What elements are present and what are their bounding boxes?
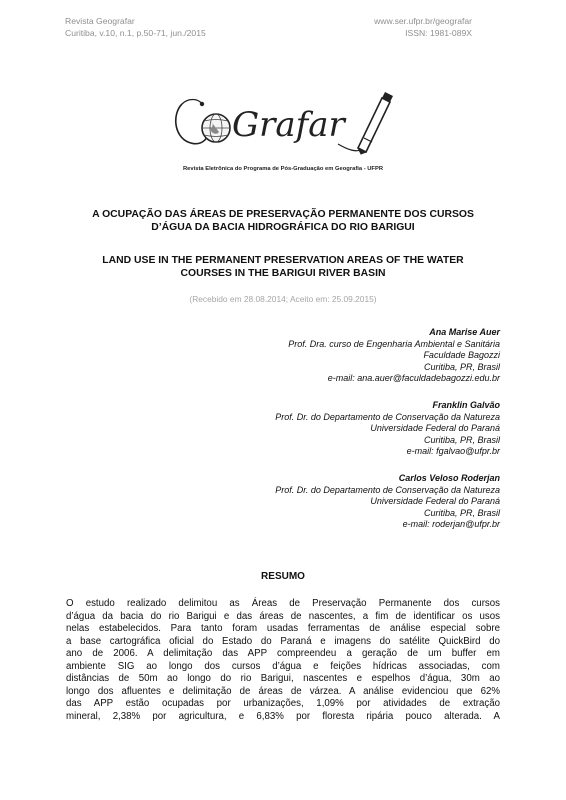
abstract-line: longo dos afluentes e delimitação de áreas de várzea. A análise evidenciou que 62% <box>66 685 500 697</box>
abstract-line: nelas estabelecidos. Para tanto foram usadas ferramentas de análise especial sobre <box>66 623 500 634</box>
article-title-en <box>66 254 500 280</box>
article-title-pt <box>66 208 500 234</box>
logo-subtitle: Revista Eletrônica do Programa de Pós-Graduação em Geografia - UFPR <box>182 166 384 172</box>
running-header-right <box>340 15 472 39</box>
author-location: Curitiba, PR, Brasil <box>423 507 500 518</box>
journal-citation: Curitiba, v.10, n.1, p.50-71, jun./2015 <box>65 28 206 38</box>
author-email[interactable]: e-mail: ana.auer@faculdadebagozzi.edu.br <box>327 373 500 383</box>
received-dates: (Recebido em 28.08.2014; Aceito em: 25.09.2015) <box>189 294 377 304</box>
globe-icon <box>202 114 230 142</box>
abstract-heading: RESUMO <box>261 571 305 582</box>
abstract-line: mineral, 2,38% por agricultura, e 6,83% por floresta ripária pouco alterada. A <box>66 710 500 722</box>
journal-name: Revista Geografar <box>65 16 135 26</box>
abstract-line: ambiente SIG ao longo dos cursos d’água e feições hídricas associadas, com <box>66 660 500 672</box>
author-email[interactable]: e-mail: roderjan@ufpr.br <box>402 519 500 529</box>
author-block <box>200 327 500 385</box>
author-position: Prof. Dr. do Departamento de Conservação da Natureza <box>275 484 500 495</box>
journal-issn: ISSN: 1981-089X <box>405 28 472 38</box>
author-institution: Universidade Federal do Paraná <box>370 496 500 506</box>
journal-url[interactable]: www.ser.ufpr.br/geografar <box>374 16 472 26</box>
author-name: Carlos Veloso Roderjan <box>398 473 500 483</box>
title-en-line: COURSES IN THE BARIGUI RIVER BASIN <box>180 268 386 279</box>
author-name: Ana Marise Auer <box>429 327 500 337</box>
abstract-line: O estudo realizado delimitou as Áreas de Preservação Permanente dos cursos <box>66 598 500 609</box>
abstract-line: das APP estão ocupadas por urbanizações, 1,09% por atividades de extração <box>66 698 500 709</box>
logo-wordmark: Grafar <box>232 105 345 145</box>
geografar-logo <box>168 90 398 156</box>
author-block <box>200 473 500 531</box>
author-block <box>200 400 500 458</box>
author-email[interactable]: e-mail: fgalvao@ufpr.br <box>406 446 500 456</box>
author-location: Curitiba, PR, Brasil <box>423 361 500 372</box>
abstract-line: a base cartográfica oficial do Estado do Paraná e imagens do satélite QuickBird do <box>66 635 500 647</box>
abstract-line: ano de 2006. A delimitação das APP compreendeu a geração de um buffer em <box>66 648 500 659</box>
title-pt-line: D’ÁGUA DA BACIA HIDROGRÁFICA DO RIO BARIGUI <box>151 222 415 233</box>
pen-icon <box>358 92 393 154</box>
abstract-line: d’água da bacia do rio Barigui e das áreas de nascentes, a fim de identificar os usos <box>66 610 500 622</box>
title-pt-line: A OCUPAÇÃO DAS ÁREAS DE PRESERVAÇÃO PERMANENTE DOS CURSOS <box>92 209 474 220</box>
abstract-body <box>66 598 500 723</box>
author-location: Curitiba, PR, Brasil <box>423 434 500 445</box>
author-name: Franklin Galvão <box>432 400 500 410</box>
author-position: Prof. Dr. do Departamento de Conservação da Natureza <box>275 411 500 422</box>
abstract-line: distâncias de 50m ao longo do rio Barigui, nascentes e espelhos d’água, 30m ao <box>66 673 500 684</box>
author-position: Prof. Dra. curso de Engenharia Ambiental e Sanitária <box>288 338 500 349</box>
running-header-left <box>65 15 206 39</box>
author-institution: Universidade Federal do Paraná <box>370 423 500 433</box>
title-en-line: LAND USE IN THE PERMANENT PRESERVATION AREAS OF THE WATER <box>102 255 464 266</box>
author-institution: Faculdade Bagozzi <box>423 350 500 360</box>
